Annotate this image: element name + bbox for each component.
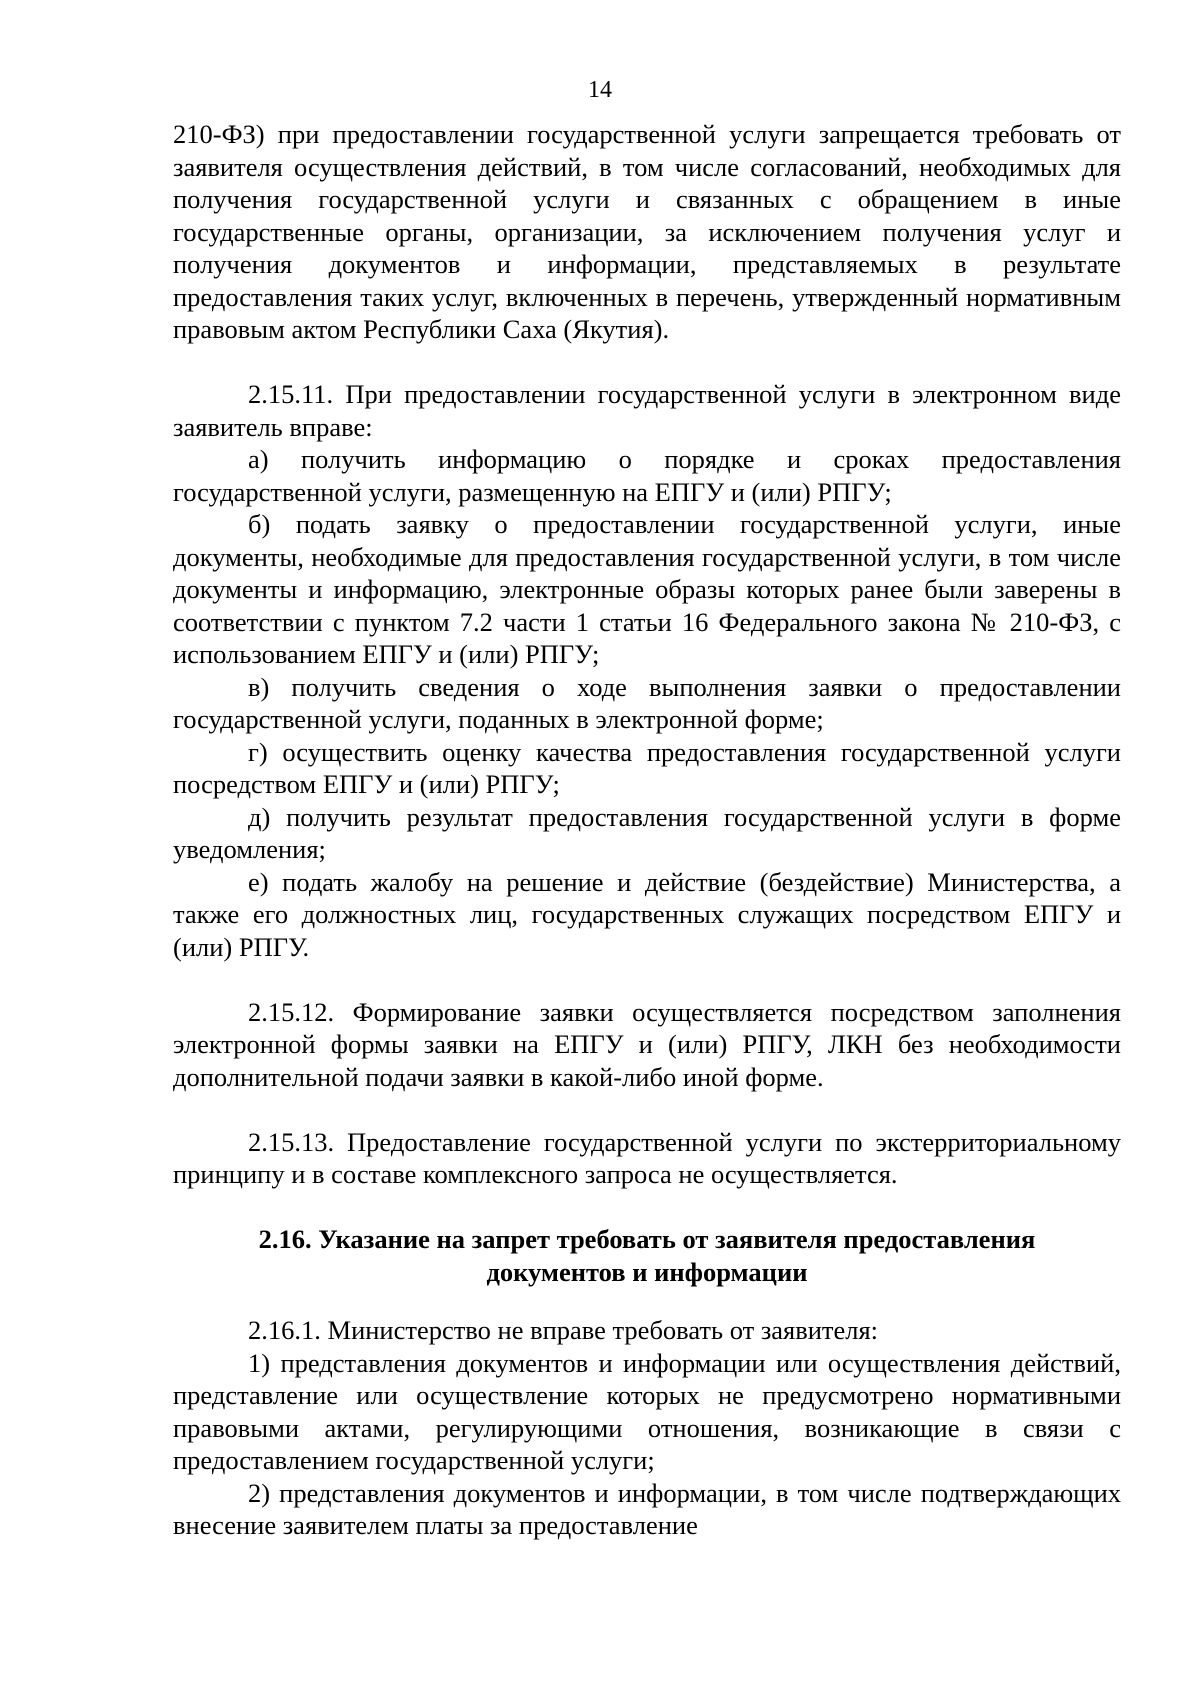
paragraph-gap — [173, 346, 1121, 379]
paragraph-2-15-13: 2.15.13. Предоставление государственной услуги по экстерриториальному принципу и в составе комплексного запроса не осуществляется. — [173, 1126, 1121, 1189]
list-item-a: а) получить информацию о порядке и сроках предоставления государственной услуги, размещенную на ЕПГУ и (или) РПГУ; — [173, 444, 1121, 507]
paragraph-gap — [173, 1288, 1121, 1314]
paragraph-2-15-12: 2.15.12. Формирование заявки осуществляется посредством заполнения электронной формы заявки на ЕПГУ и (или) РПГУ, ЛКН без необходимости дополнительной подачи заявки в какой-либо иной форме. — [173, 996, 1121, 1092]
list-item-d: д) получить результат предоставления государственной услуги в форме уведомления; — [173, 801, 1121, 864]
section-heading-line-2: документов и информации — [486, 1256, 808, 1287]
paragraph-gap — [173, 963, 1121, 996]
list-item-2: 2) представления документов и информации, в том числе подтверждающих внесение заявителем платы за предоставление — [173, 1477, 1121, 1540]
list-item-b: б) подать заявку о предоставлении государственной услуги, иные документы, необходимые для предоставления государственной услуги, в том числе документы и информацию, электронные образы которых ранее были заверены в соответствии с пунктом 7.2 части 1 статьи 16 Федерального закона № 210-ФЗ, с использованием ЕПГУ и (или) РПГУ; — [173, 509, 1121, 669]
section-heading-line-1: 2.16. Указание на запрет требовать от заявителя предоставления — [258, 1224, 1036, 1254]
list-item-1: 1) представления документов и информации или осуществления действий, представление или осуществление которых не предусмотрено нормативными правовыми актами, регулирующими отношения, возникающие в связи с предоставлением государственной услуги; — [173, 1347, 1121, 1475]
list-item-e: е) подать жалобу на решение и действие (бездействие) Министерства, а также его должностных лиц, государственных служащих посредством ЕПГУ и (или) РПГУ. — [173, 866, 1121, 962]
paragraph-2-15-11: 2.15.11. При предоставлении государственной услуги в электронном виде заявитель вправе: — [173, 379, 1121, 442]
paragraph-2-16-1: 2.16.1. Министерство не вправе требовать от заявителя: — [248, 1315, 879, 1345]
paragraph-gap — [173, 1191, 1121, 1224]
section-heading-2-16 — [173, 1223, 1121, 1288]
list-item-g: г) осуществить оценку качества предоставления государственной услуги посредством ЕПГУ и (или) РПГУ; — [173, 736, 1121, 799]
list-item-v: в) получить сведения о ходе выполнения заявки о предоставлении государственной услуги, поданных в электронной форме; — [173, 671, 1121, 734]
paragraph-continuation: 210-ФЗ) при предоставлении государственной услуги запрещается требовать от заявителя осуществления действий, в том числе согласований, необходимых для получения государственной услуги и связанных с обращением в иные государственные органы, организации, за исключением получения услуг и получения документов и информации, представляемых в результате предоставления таких услуг, включенных в перечень, утвержденный нормативным правовым актом Республики Саха (Якутия). — [173, 119, 1121, 344]
page-number: 14 — [588, 77, 612, 103]
paragraph-gap — [173, 1093, 1121, 1126]
document-body — [173, 118, 1121, 1542]
